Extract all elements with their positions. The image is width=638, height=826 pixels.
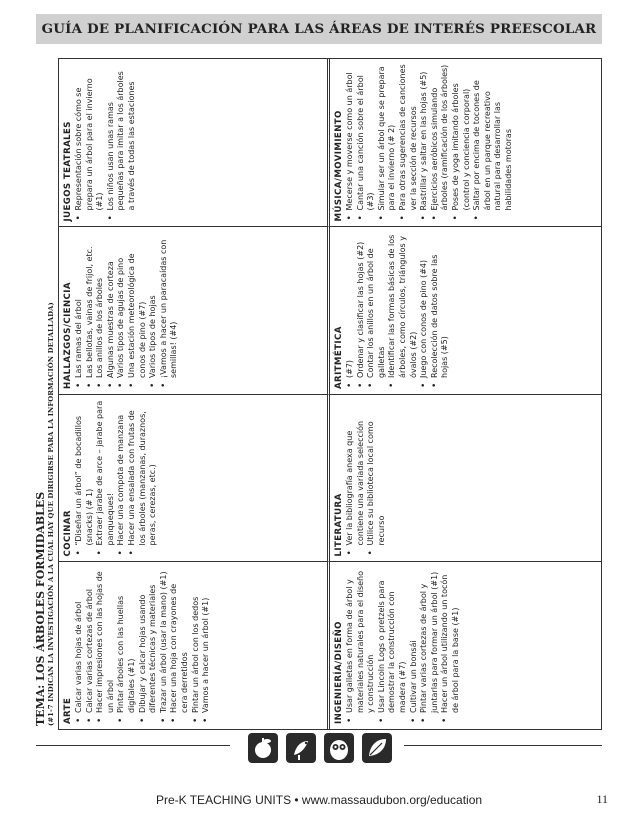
activity-item: • Calcar varias hojas de árbol <box>74 568 85 725</box>
activity-item: • Mecerse y moverse como un árbol <box>345 64 356 222</box>
activity-item: • Hacer impresiones con las hojas de un árbol <box>95 568 116 725</box>
activity-item: • Para otras sugerencias de canciones ver la sección de recursos <box>398 64 419 222</box>
section-title: MÚSICA/MOVIMIENTO <box>334 110 344 222</box>
activity-item: • (#7) <box>345 233 356 390</box>
activity-item: • Ordenar y clasificar las hojas (#2) <box>356 233 367 390</box>
activity-item: • Hacer una ensalada con frutas de los árboles (manzanas, duraznos, peras, cerezas, etc.) <box>127 400 159 557</box>
activity-list <box>345 400 387 557</box>
activity-item: • ¡Vamos a hacer un paracaídas con semillas! (#4) <box>159 233 180 390</box>
section-title: JUEGOS TEATRALES <box>63 121 73 222</box>
activity-item: • “Diseñar un árbol” de bocadillos (snacks) (# 1) <box>74 400 95 557</box>
activity-item: • Recolección de datos sobre las hojas (#5) <box>430 233 451 390</box>
footer-rule-left <box>36 745 230 746</box>
activity-item: • Ejercicios aeróbicos simulando árboles (ramificación de los árboles) <box>430 64 451 222</box>
leaf-icon <box>362 733 392 763</box>
activity-item: • Las bellotas, vainas de frijol, etc. <box>85 233 96 390</box>
section-title: INGENIERÍA/DISEÑO <box>334 621 344 724</box>
section-juegos-teatrales <box>59 59 330 227</box>
planning-table-rotated <box>34 58 602 730</box>
section-arte <box>59 562 330 730</box>
activity-item: • Ver la bibliografía anexa que contiene una variada selección <box>345 400 366 557</box>
activity-item: • Extraer jarabe de arce – jarabe para panqueques! <box>95 400 116 557</box>
activity-item: • Contar los anillos en un árbol de galletas <box>366 233 387 390</box>
activity-item: • Una estación meteorológica de conos de pino (#7) <box>127 233 148 390</box>
section-title: ARITMÉTICA <box>334 326 344 389</box>
activity-grid <box>58 58 602 730</box>
activity-item: • Varios tipos de agujas de pino <box>116 233 127 390</box>
activity-item: • Identificar las formas básicas de los árboles, como círculos, triángulos y óvalos (#2) <box>387 233 419 390</box>
section-literatura <box>330 394 601 562</box>
activity-item: • Trazar un árbol (usar la mano) (#1) <box>159 568 170 725</box>
section-aritmética <box>330 227 601 395</box>
bird-icon <box>286 733 316 763</box>
activity-item: • Las ramas del árbol <box>74 233 85 390</box>
unit-icons <box>248 733 392 763</box>
activity-item: • Dibujar y calcar hojas usando diferentes técnicas y materiales <box>138 568 159 725</box>
activity-list <box>74 233 180 390</box>
theme-title: TEMA: LOS ÁRBOLES FORMIDABLES <box>34 491 47 726</box>
activity-item: • Cantar una canción sobre el árbol (#3) <box>356 64 377 222</box>
research-note: (#1-7 INDICAN LA INVESTIGACIÓN A LA CUAL HAY QUE DIRIGIRSE PARA LA INFORMACIÓN DETALLADA) <box>47 302 55 726</box>
owl-icon <box>324 733 354 763</box>
activity-item: • Los anillos de los árboles <box>95 233 106 390</box>
activity-item: • Calcar varias cortezas de árbol <box>85 568 96 725</box>
activity-item: • Rastrillar y saltar en las hojas (#5) <box>419 64 430 222</box>
section-hallazgos-ciencia <box>59 227 330 395</box>
section-title: COCINAR <box>63 510 73 557</box>
page-banner: GUÍA DE PLANIFICACIÓN PARA LAS ÁREAS DE INTERÉS PREESCOLAR <box>36 14 602 44</box>
section-title: ARTE <box>63 697 73 724</box>
activity-item: • Juego con conos de pino (#4) <box>419 233 430 390</box>
section-title: HALLAZGOS/CIENCIA <box>63 282 73 389</box>
activity-item: • Varios tipos de hojas <box>148 233 159 390</box>
activity-item: • Hacer un árbol utilizando un tocón de árbol para la base (#1) <box>440 568 461 725</box>
activity-item: • Vamos a hacer un árbol (#1) <box>201 568 212 725</box>
activity-item: • Hacer una hoja con crayones de cera derretidos <box>169 568 190 725</box>
activity-item: • Pintar árboles con las huellas digitales (#1) <box>116 568 137 725</box>
section-ingeniería-diseño <box>330 562 601 730</box>
apple-icon <box>248 733 278 763</box>
activity-list <box>345 568 462 725</box>
rotated-planning-table-wrapper <box>34 58 602 730</box>
activity-item: • Utilice su biblioteca local como recurso <box>366 400 387 557</box>
activity-list <box>74 568 212 725</box>
activity-item: • Los niños usan unas ramas pequeñas para imitar a los árboles a través de todas las estaciones <box>106 64 138 222</box>
activity-item: • Poses de yoga imitando árboles (control y conciencia corporal) <box>451 64 472 222</box>
activity-list <box>345 64 515 222</box>
section-title: LITERATURA <box>334 493 344 557</box>
activity-item: • Representación sobre cómo se prepara un árbol para el invierno (#1) <box>74 64 106 222</box>
activity-item: • Algunas muestras de corteza <box>106 233 117 390</box>
activity-item: • Pintar varias cortezas de árbol y juntarlas para formar un árbol (#1) <box>419 568 440 725</box>
footer-text: Pre-K TEACHING UNITS • www.massaudubon.org/education <box>155 793 483 807</box>
activity-item: • Cultivar un bonsái <box>409 568 420 725</box>
activity-list <box>74 400 159 557</box>
activity-item: • Saltar por encima de tocones de árbol en un parque recreativo natural para desarrollar las habilidades motoras <box>472 64 514 222</box>
section-cocinar <box>59 394 330 562</box>
page-number: 11 <box>596 792 608 806</box>
activity-item: • Usar galletas en forma de árbol y materiales naturales para el diseño y construcción <box>345 568 377 725</box>
activity-item: • Usar Lincoln Logs o pretzels para demostrar la construcción con madera (#7) <box>377 568 409 725</box>
activity-item: • Simular ser un árbol que se prepara para el invierno (# 2) <box>377 64 398 222</box>
activity-item: • Hacer una compota de manzana <box>116 400 127 557</box>
section-música-movimiento <box>330 59 601 227</box>
activity-list <box>74 64 138 222</box>
activity-item: • Pintar un árbol con los dedos <box>191 568 202 725</box>
footer-rule-right <box>404 745 602 746</box>
activity-list <box>345 233 451 390</box>
